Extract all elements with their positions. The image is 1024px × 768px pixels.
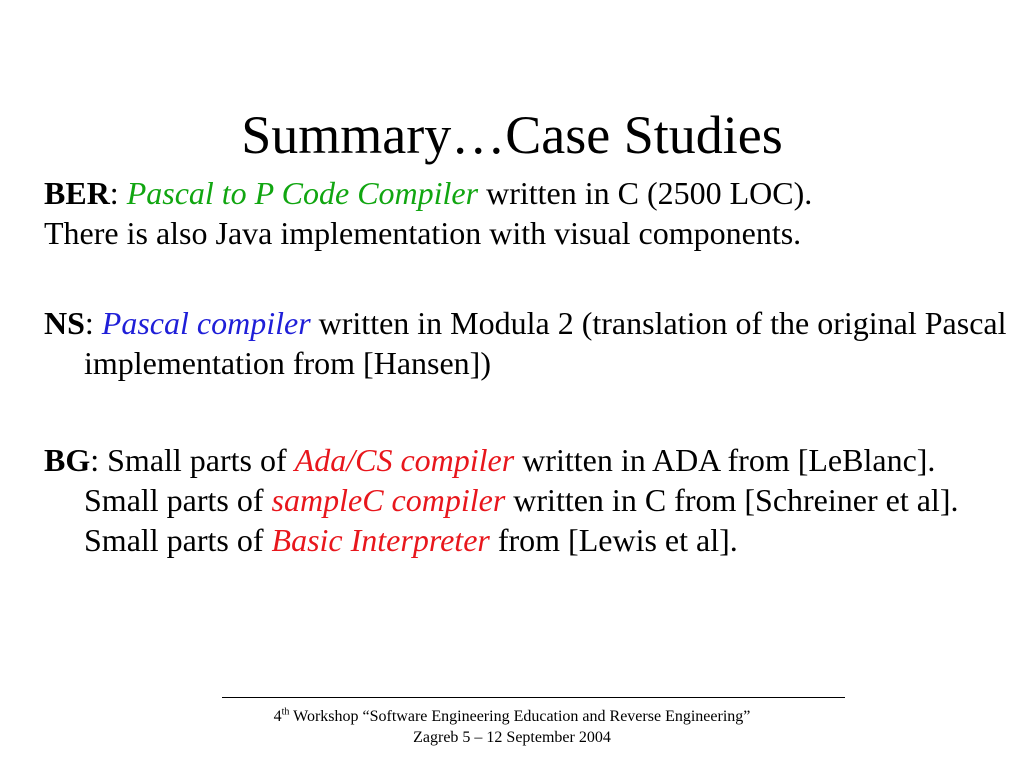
bg-emphasis-basic: Basic Interpreter	[271, 522, 490, 558]
slide-title: Summary…Case Studies	[241, 105, 783, 165]
footer-divider	[222, 697, 845, 698]
ber-separator: :	[109, 175, 127, 211]
ber-rest: written in C (2500 LOC).	[478, 175, 813, 211]
ber-paragraph	[44, 173, 1009, 213]
ber-emphasis: Pascal to P Code Compiler	[126, 175, 479, 211]
footer-line-2: Zagreb 5 – 12 September 2004	[413, 729, 611, 746]
ns-separator: :	[84, 305, 102, 341]
ns-emphasis: Pascal compiler	[101, 305, 311, 341]
bg-paragraph	[44, 440, 1009, 560]
footer-line-1	[0, 706, 1024, 727]
bg-text-1: : Small parts of	[90, 442, 295, 478]
java-paragraph: There is also Java implementation with visual components.	[44, 215, 802, 251]
bg-key: BG	[44, 442, 91, 478]
ns-rest: written in Modula 2 (translation of the original Pascal implementation from [Hansen])	[84, 305, 1007, 381]
slide-body	[44, 173, 1009, 560]
bg-text-4: from [Lewis et al].	[489, 522, 738, 558]
ber-key: BER	[44, 175, 110, 211]
bg-emphasis-ada: Ada/CS compiler	[294, 442, 515, 478]
ns-key: NS	[44, 305, 85, 341]
ns-paragraph	[44, 303, 1009, 383]
footer-workshop-name: Workshop “Software Engineering Education and Reverse Engineering”	[289, 708, 751, 725]
slide-footer	[0, 706, 1024, 748]
footer-ordinal-suffix: th	[281, 706, 290, 718]
bg-text-2: written in ADA from [LeBlanc]. Small parts of	[84, 442, 936, 518]
footer-ordinal-number: 4	[273, 708, 282, 725]
bg-text-3: written in C from [Schreiner et al]. Small parts of	[84, 482, 959, 558]
bg-emphasis-samplec: sampleC compiler	[271, 482, 506, 518]
